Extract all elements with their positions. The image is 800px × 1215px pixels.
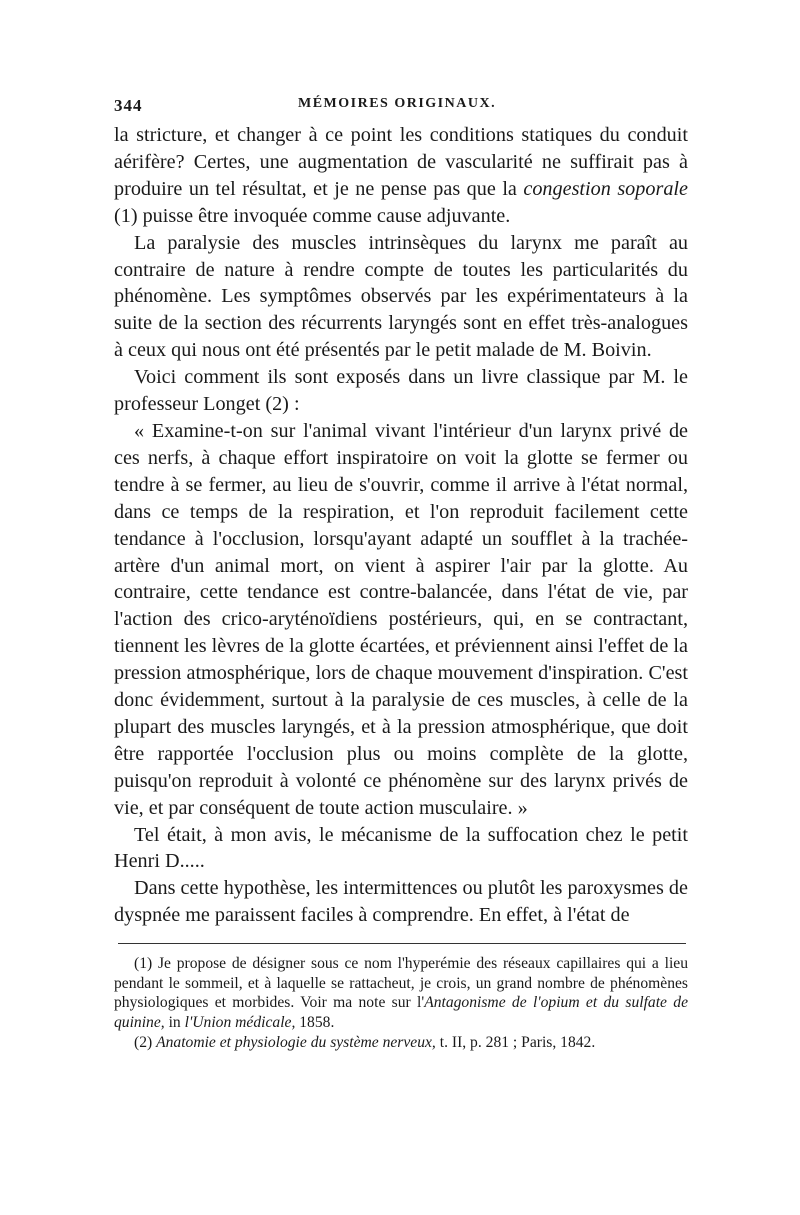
body-text <box>114 122 688 929</box>
footnote-text: in <box>164 1013 185 1031</box>
running-header <box>114 92 688 122</box>
page <box>114 92 688 1052</box>
quotation-paragraph: « Examine-t-on sur l'animal vivant l'intérieur d'un larynx privé de ces nerfs, à chaque effort inspiratoire on voit la glotte se fermer ou tendre à se fermer, au lieu de s'ouvrir, comme il arrive à l'état normal, dans ce temps de la respiration, et l'on reproduit facilement cette tendance à l'occlusion, lorsqu'ayant adapté un soufflet à la trachée-artère d'un animal mort, on vient à aspirer l'air par la glotte. Au contraire, cette tendance est contre-balancée, dans l'état de vie, par l'action des crico-aryténoïdiens postérieurs, qui, en se contractant, tiennent les lèvres de la glotte écartées, et préviennent ainsi l'effet de la pression atmosphérique, lors de chaque mouvement d'inspiration. C'est donc évidemment, surtout à la paralysie de ces muscles, à celle de la plupart des muscles laryngés, et à la pression atmosphérique, que doit être rapportée l'occlusion plus ou moins complète de la glotte, puisqu'on reproduit à volonté ce phénomène sur des larynx privés de vie, et par conséquent de toute action musculaire. » <box>114 419 688 819</box>
paragraph: Dans cette hypothèse, les intermittences ou plutôt les paroxysmes de dyspnée me paraissent faciles à comprendre. En effet, à l'état de <box>114 877 688 927</box>
footnote-italic-title: l'Union médicale, <box>184 1013 296 1031</box>
footnote-italic-title: Anatomie et physiologie du système nerveux, <box>156 1033 436 1051</box>
paragraph-italic-term: congestion soporale <box>523 177 688 200</box>
paragraph <box>114 122 688 230</box>
footnote-italic-title: Antagonisme de l'opium et du sulfate de quinine, <box>114 994 688 1031</box>
footnote <box>114 954 688 1032</box>
paragraph: Voici comment ils sont exposés dans un livre classique par M. le professeur Longet (2) : <box>114 366 688 416</box>
paragraph: Tel était, à mon avis, le mécanisme de la suffocation chez le petit Henri D..... <box>114 823 688 873</box>
footnote-text: t. II, p. 281 ; Paris, 1842. <box>435 1033 596 1051</box>
paragraph-text: la stricture, et changer à ce point les conditions statiques du conduit aérifère? Certes, une augmentation de vascularité ne suffirait pas à produire un tel résultat, et je ne pense pas que la <box>114 124 688 200</box>
footnotes <box>114 954 688 1052</box>
paragraph: La paralysie des muscles intrinsèques du larynx me paraît au contraire de nature à rendre compte de toutes les particularités du phénomène. Les symptômes observés par les expérimentateurs à la suite de la section des récurrents laryngés sont en effet très-analogues à ceux qui nous ont été présentés par le petit malade de M. Boivin. <box>114 231 688 362</box>
paragraph-text: (1) puisse être invoquée comme cause adjuvante. <box>114 204 511 227</box>
footnote-text: 1858. <box>295 1013 335 1031</box>
footnote-text: (2) <box>134 1033 157 1051</box>
page-number: 344 <box>114 96 143 115</box>
footnote-divider <box>118 943 686 944</box>
running-title: MÉMOIRES ORIGINAUX. <box>298 96 497 111</box>
footnote-text: (1) Je propose de désigner sous ce nom l'hyperémie des réseaux capillaires qui a lieu pendant le sommeil, et à laquelle se rattacheut, je crois, un grand nombre de phénomènes physiologiques et morbides. Voir ma note sur l' <box>114 955 688 1012</box>
footnote <box>114 1033 688 1053</box>
